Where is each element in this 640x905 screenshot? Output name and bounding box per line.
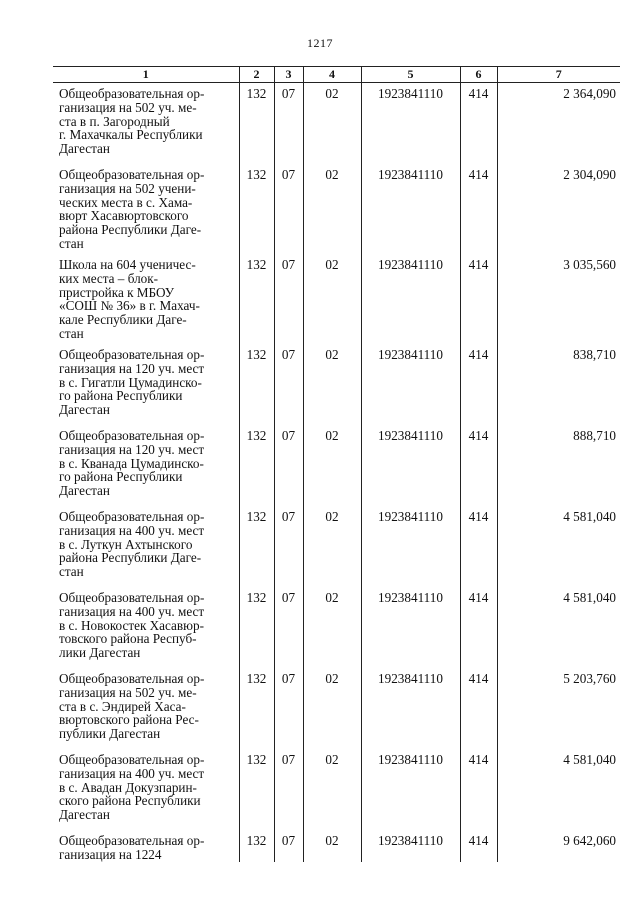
target-article-cell: 1923841110 xyxy=(361,587,460,668)
expense-type-cell: 414 xyxy=(460,506,497,587)
code-cell: 132 xyxy=(239,425,274,506)
amount-cell: 2 304,090 xyxy=(497,164,620,254)
amount-cell: 4 581,040 xyxy=(497,749,620,830)
target-article-cell: 1923841110 xyxy=(361,425,460,506)
section-cell: 07 xyxy=(274,668,303,749)
expense-type-cell: 414 xyxy=(460,587,497,668)
amount-cell: 4 581,040 xyxy=(497,506,620,587)
code-cell: 132 xyxy=(239,344,274,425)
subsection-cell: 02 xyxy=(303,749,361,830)
expense-type-cell: 414 xyxy=(460,749,497,830)
expense-type-cell: 414 xyxy=(460,344,497,425)
table-row xyxy=(53,749,620,830)
object-name-cell: Общеобразовательная ор- ганизация на 400 уч. мест в с. Авадан Докузпарин- ского района Республики Дагестан xyxy=(59,752,205,823)
amount-cell: 5 203,760 xyxy=(497,668,620,749)
expense-type-cell: 414 xyxy=(460,83,497,165)
subsection-cell: 02 xyxy=(303,506,361,587)
section-cell: 07 xyxy=(274,506,303,587)
target-article-cell: 1923841110 xyxy=(361,749,460,830)
section-cell: 07 xyxy=(274,830,303,862)
amount-cell: 2 364,090 xyxy=(497,83,620,165)
amount-cell: 888,710 xyxy=(497,425,620,506)
target-article-cell: 1923841110 xyxy=(361,830,460,862)
object-name-cell: Общеобразовательная ор- ганизация на 400 уч. мест в с. Новокостек Хасавюр- товского района Респуб- лики Дагестан xyxy=(59,590,205,661)
object-name-cell: Общеобразовательная ор- ганизация на 502 учени- ческих места в с. Хама- вюрт Хасавюртовского района Республики Даге- стан xyxy=(59,167,205,251)
target-article-cell: 1923841110 xyxy=(361,344,460,425)
code-cell: 132 xyxy=(239,506,274,587)
header-col-2: 2 xyxy=(239,67,274,83)
subsection-cell: 02 xyxy=(303,344,361,425)
table-row xyxy=(53,254,620,344)
header-col-7: 7 xyxy=(497,67,620,83)
subsection-cell: 02 xyxy=(303,668,361,749)
code-cell: 132 xyxy=(239,830,274,862)
header-col-4: 4 xyxy=(303,67,361,83)
table-row xyxy=(53,425,620,506)
object-name-cell: Школа на 604 ученичес- ких места – блок- пристройка к МБОУ «СОШ № 36» в г. Махач- кале Республики Даге- стан xyxy=(59,257,200,341)
object-name-cell: Общеобразовательная ор- ганизация на 120 уч. мест в с. Гигатли Цумадинско- го района Республики Дагестан xyxy=(59,347,205,418)
target-article-cell: 1923841110 xyxy=(361,506,460,587)
code-cell: 132 xyxy=(239,749,274,830)
object-name-cell: Общеобразовательная ор- ганизация на 1224 xyxy=(59,833,205,862)
section-cell: 07 xyxy=(274,254,303,344)
code-cell: 132 xyxy=(239,83,274,165)
section-cell: 07 xyxy=(274,344,303,425)
table-row xyxy=(53,587,620,668)
section-cell: 07 xyxy=(274,749,303,830)
code-cell: 132 xyxy=(239,164,274,254)
expense-type-cell: 414 xyxy=(460,164,497,254)
table-row xyxy=(53,344,620,425)
header-row xyxy=(53,67,620,83)
section-cell: 07 xyxy=(274,164,303,254)
subsection-cell: 02 xyxy=(303,254,361,344)
section-cell: 07 xyxy=(274,587,303,668)
header-col-3: 3 xyxy=(274,67,303,83)
code-cell: 132 xyxy=(239,254,274,344)
expense-type-cell: 414 xyxy=(460,668,497,749)
object-name-cell: Общеобразовательная ор- ганизация на 502 уч. ме- ста в п. Загородный г. Махачкалы Республики Дагестан xyxy=(59,86,205,157)
table-row xyxy=(53,668,620,749)
section-cell: 07 xyxy=(274,425,303,506)
section-cell: 07 xyxy=(274,83,303,165)
object-name-cell: Общеобразовательная ор- ганизация на 502 уч. ме- ста в с. Эндирей Хаса- вюртовского района Рес- публики Дагестан xyxy=(59,671,205,742)
subsection-cell: 02 xyxy=(303,425,361,506)
object-name-cell: Общеобразовательная ор- ганизация на 120 уч. мест в с. Кванада Цумадинско- го района Республики Дагестан xyxy=(59,428,205,499)
amount-cell: 838,710 xyxy=(497,344,620,425)
budget-table-container xyxy=(53,66,620,862)
amount-cell: 9 642,060 xyxy=(497,830,620,862)
table-row xyxy=(53,830,620,862)
expense-type-cell: 414 xyxy=(460,254,497,344)
target-article-cell: 1923841110 xyxy=(361,164,460,254)
subsection-cell: 02 xyxy=(303,164,361,254)
target-article-cell: 1923841110 xyxy=(361,83,460,165)
page-number: 1217 xyxy=(307,36,333,50)
table-row xyxy=(53,506,620,587)
object-name-cell: Общеобразовательная ор- ганизация на 400 уч. мест в с. Луткун Ахтынского района Республики Даге- стан xyxy=(59,509,205,580)
amount-cell: 4 581,040 xyxy=(497,587,620,668)
header-col-5: 5 xyxy=(361,67,460,83)
subsection-cell: 02 xyxy=(303,83,361,165)
header-col-1: 1 xyxy=(53,67,239,83)
target-article-cell: 1923841110 xyxy=(361,254,460,344)
table-row xyxy=(53,164,620,254)
target-article-cell: 1923841110 xyxy=(361,668,460,749)
subsection-cell: 02 xyxy=(303,830,361,862)
subsection-cell: 02 xyxy=(303,587,361,668)
code-cell: 132 xyxy=(239,668,274,749)
table-row xyxy=(53,83,620,165)
budget-table xyxy=(53,66,620,862)
expense-type-cell: 414 xyxy=(460,425,497,506)
header-col-6: 6 xyxy=(460,67,497,83)
expense-type-cell: 414 xyxy=(460,830,497,862)
code-cell: 132 xyxy=(239,587,274,668)
amount-cell: 3 035,560 xyxy=(497,254,620,344)
